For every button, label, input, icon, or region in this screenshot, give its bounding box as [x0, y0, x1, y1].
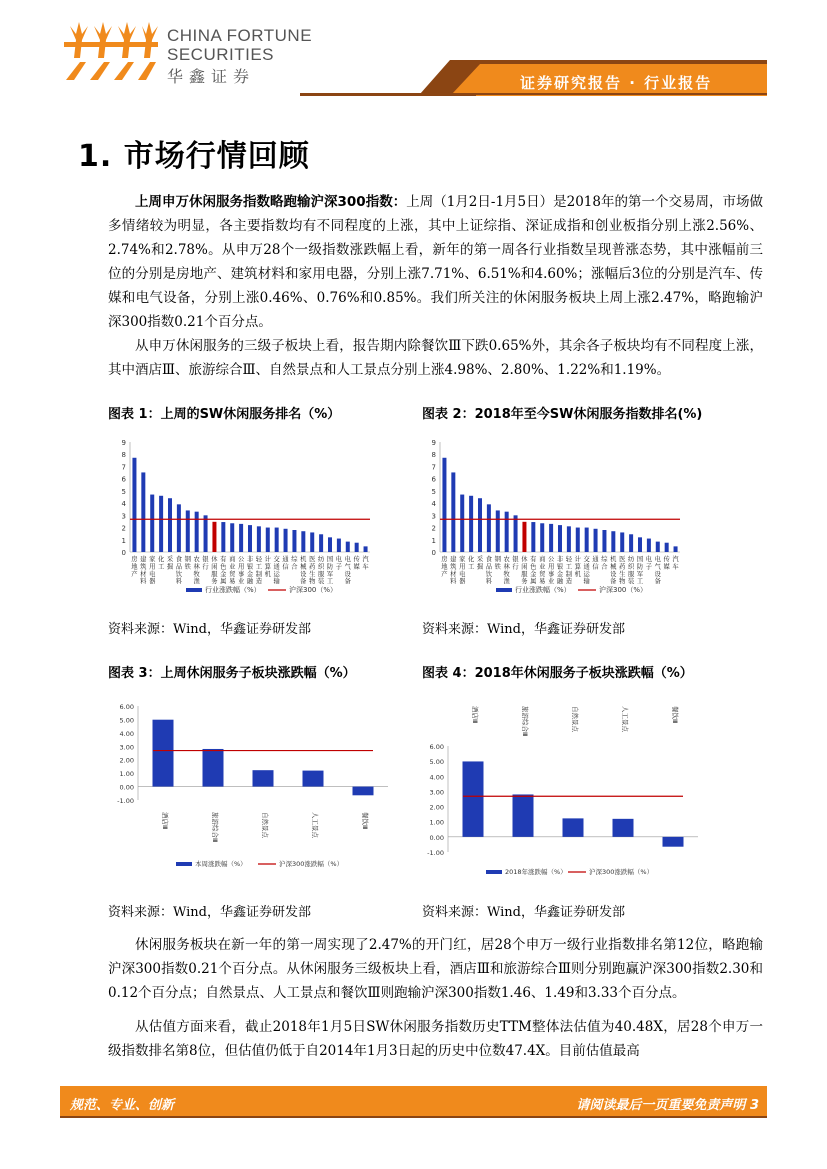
chart-1-xtick: 非银金融 [246, 556, 254, 586]
chart-2-bar [487, 504, 491, 552]
chart-2-xtick: 轻工制造 [565, 556, 573, 586]
chart-1-ytick: 7 [121, 463, 126, 472]
chart-2-xtick: 建筑材料 [450, 556, 457, 586]
chart-2-bar [540, 523, 544, 552]
chart-1-ytick: 1 [121, 536, 126, 545]
chart-2-bar [576, 528, 580, 552]
chart-4-ytick: 2.00 [429, 803, 444, 812]
paragraph-1-lead: 上周申万休闲服务指数略跑输沪深300指数： [135, 194, 407, 210]
chart-3-source: 资料来源：Wind，华鑫证券研发部 [108, 905, 311, 920]
chart-1-source: 资料来源：Wind，华鑫证券研发部 [108, 622, 311, 637]
chart-2-bar [549, 524, 553, 552]
section-title: 市场行情回顾 [123, 139, 310, 174]
chart-2-bar [629, 534, 633, 552]
chart-1-xtick: 交通运输 [273, 556, 280, 586]
chart-2-xtick: 化工 [467, 556, 475, 571]
chart-1-xtick: 银行 [202, 556, 209, 571]
chart-3-title: 图表 3：上周休闲服务子板块涨跌幅（%） [108, 666, 356, 681]
chart-3-legend-bar-label: 本周涨跌幅（%） [195, 860, 247, 868]
chart-2-ytick: 4 [431, 500, 436, 509]
chart-3-ytick: -1.00 [117, 797, 134, 805]
chart-4-source: 资料来源：Wind，华鑫证券研发部 [422, 905, 625, 920]
chart-2-ytick: 1 [431, 536, 436, 545]
paragraph-3: 休闲服务板块在新一年的第一周实现了2.47%的开门红，居28个申万一级行业指数排名第12位，略跑输沪深300指数0.21个百分点。从休闲服务三级板块上看，酒店Ⅲ和旅游综合Ⅲ则分别跑赢沪深300指数2.30和0.12个百分点；自然景点、人工景点和餐饮Ⅲ则跑输沪深300指数1.46、1.49和3.33个百分点。 [108, 937, 763, 1001]
chart-1-bar [221, 522, 225, 552]
chart-1-title: 图表 1：上周的SW休闲服务排名（%） [108, 407, 341, 422]
chart-1-ytick: 4 [121, 500, 126, 509]
section-number: 1. [78, 139, 113, 174]
chart-2-xtick: 机械设备 [610, 556, 617, 586]
chart-3-bar [253, 770, 274, 786]
chart-2-bar [665, 543, 669, 552]
chart-1-xtick: 有色金属 [220, 556, 227, 586]
chart-2-xtick: 钢铁 [494, 556, 501, 571]
chart-2-xtick: 电气设备 [654, 556, 661, 586]
chart-2-bar [638, 537, 642, 552]
paragraph-2: 从申万休闲服务的三级子板块上看，报告期内除餐饮Ⅲ下跌0.65%外，其余各子板块均有不同程度上涨，其中酒店Ⅲ、旅游综合Ⅲ、自然景点和人工景点分别上涨4.98%、2.80%、1.22%和1.19%。 [108, 338, 763, 378]
chart-4-legend-bar-label: 2018年涨跌幅（%） [505, 868, 567, 876]
chart-2-xtick: 公用事业 [547, 556, 555, 586]
chart-2-xtick: 计算机 [574, 556, 581, 578]
chart-3-bar [353, 787, 374, 796]
chart-1-ytick: 2 [121, 524, 126, 533]
chart-4-bar [563, 818, 584, 836]
chart-3-xtick: 酒店Ⅲ [161, 812, 169, 830]
chart-3-ytick: 2.00 [119, 756, 134, 765]
footer-slogan: 规范、专业、创新 [70, 1098, 175, 1113]
chart-2-ytick: 6 [431, 475, 436, 484]
paragraph-1 [108, 190, 763, 334]
chart-3-bar [153, 720, 174, 787]
chart-1-xtick: 房地产 [131, 556, 138, 578]
chart-4-bar [513, 794, 534, 836]
chart-1-xtick: 家用电器 [149, 556, 156, 586]
chart-2-xtick: 食品饮料 [485, 556, 493, 586]
chart-2-title: 图表 2：2018年至今SW休闲服务指数排名(%) [422, 407, 703, 422]
chart-2-ytick: 8 [431, 451, 436, 460]
chart-3-ytick: 4.00 [119, 729, 134, 738]
chart-2-xtick: 交通运输 [583, 556, 590, 586]
chart-1-xtick: 公用事业 [237, 556, 245, 586]
chart-2-xtick: 采掘 [476, 556, 484, 571]
chart-2-bar [442, 458, 446, 552]
chart-2-xtick: 农林牧渔 [503, 556, 510, 586]
chart-2-ytick: 9 [431, 439, 436, 447]
chart-1-bar [257, 526, 261, 552]
chart-2-bar [558, 525, 562, 552]
chart-1-bar [301, 531, 305, 552]
chart-3-legend-bar-swatch [176, 862, 192, 866]
logo-english-line2: SECURITIES [167, 45, 275, 64]
chart-2-bar [611, 531, 615, 552]
chart-1-bar [230, 523, 234, 552]
chart-1-xtick: 轻工制造 [255, 556, 263, 586]
chart-2-xtick: 国防军工 [636, 556, 644, 586]
chart-2-xtick: 休闲服务 [521, 556, 528, 586]
chart-3-bar [203, 749, 224, 787]
chart-1-xtick: 电气设备 [344, 556, 351, 586]
chart-1-bar [310, 532, 314, 552]
chart-4-bar [613, 819, 634, 837]
chart-1-bar [177, 504, 181, 552]
chart-1-legend-bar-swatch [186, 588, 202, 592]
chart-2-xtick: 商业贸易 [539, 556, 546, 586]
chart-1-bar [248, 525, 252, 552]
chart-1-xtick: 电子 [335, 556, 343, 571]
chart-1-xtick: 通信 [282, 556, 289, 571]
logo-english-line1: CHINA FORTUNE [167, 26, 313, 45]
chart-1-bar [284, 529, 288, 552]
chart-3-xtick: 人工景点 [311, 812, 319, 838]
chart-2-bar [602, 530, 606, 552]
paragraph-4: 从估值方面来看，截止2018年1月5日SW休闲服务指数历史TTM整体法估值为40.48X，居28个申万一级指数排名第8位，但估值仍低于自2014年1月3日起的历史中位数47.4X。目前估值最高 [108, 1019, 763, 1059]
chart-2-xtick: 家用电器 [459, 556, 466, 586]
chart-4-xtick: 餐饮Ⅲ [671, 706, 679, 724]
chart-4-legend-line-label: 沪深300涨跌幅（%） [589, 868, 654, 876]
chart-2-ytick: 3 [431, 512, 436, 521]
chart-1-bar [204, 515, 208, 552]
chart-2-xtick: 纺织服装 [627, 556, 635, 586]
chart-2-bar [505, 512, 509, 552]
chart-2-bar [620, 532, 624, 552]
chart-1-ytick: 5 [121, 487, 126, 496]
chart-2-xtick: 通信 [592, 556, 599, 571]
chart-2-bar [522, 522, 526, 552]
chart-2-xtick: 传媒 [663, 556, 670, 571]
chart-1-xtick: 化工 [157, 556, 165, 571]
chart-1-xtick: 商业贸易 [229, 556, 236, 586]
chart-1-bar [168, 498, 172, 552]
chart-1-bar [292, 530, 296, 552]
chart-3-xtick: 自然景点 [261, 812, 269, 838]
chart-1-xtick: 纺织服装 [317, 556, 325, 586]
chart-1-bar [141, 472, 145, 552]
chart-4-xtick: 自然景点 [571, 706, 579, 732]
chart-2-bar [451, 472, 455, 552]
chart-1-bar [132, 458, 136, 552]
chart-2-ytick: 5 [431, 487, 436, 496]
chart-2-bar [531, 522, 535, 552]
chart-4-xtick: 酒店Ⅲ [471, 706, 479, 724]
chart-2-ytick: 0 [431, 549, 436, 557]
chart-2-ytick: 2 [431, 524, 436, 533]
chart-4-ytick: 0.00 [429, 833, 444, 842]
chart-3-legend-line-label: 沪深300涨跌幅（%） [279, 860, 344, 868]
chart-1-bar [328, 537, 332, 552]
chart-2-bar [567, 526, 571, 552]
chart-2-source: 资料来源：Wind，华鑫证券研发部 [422, 622, 625, 637]
chart-1-xtick: 建筑材料 [140, 556, 147, 586]
chart-1-ytick: 6 [121, 475, 126, 484]
chart-2-legend-bar-swatch [496, 588, 512, 592]
chart-2-bar [460, 495, 464, 552]
chart-4-ytick: 6.00 [429, 743, 444, 751]
chart-2-xtick: 非银金融 [556, 556, 564, 586]
chart-4-ytick: -1.00 [427, 849, 444, 857]
chart-4-legend-bar-swatch [486, 870, 502, 874]
chart-4-xtick: 旅游综合Ⅲ [521, 706, 529, 737]
chart-1-xtick: 汽车 [362, 556, 369, 571]
chart-3 [108, 694, 398, 886]
chart-1-xtick: 休闲服务 [211, 556, 218, 586]
chart-2-bar [594, 529, 598, 552]
chart-1-bar [275, 528, 279, 552]
chart-1-bar [159, 496, 163, 552]
chart-2-xtick: 房地产 [441, 556, 448, 578]
chart-4-bar [463, 761, 484, 836]
chart-1-xtick: 采掘 [166, 556, 174, 571]
company-logo-icon [60, 18, 160, 84]
chart-2-bar [656, 542, 660, 552]
chart-1-bar [346, 542, 350, 552]
chart-2-xtick: 银行 [512, 556, 519, 571]
chart-1-ytick: 9 [121, 439, 126, 447]
chart-3-ytick: 6.00 [119, 703, 134, 711]
chart-2-legend-bar-label: 行业涨跌幅（%） [515, 586, 571, 594]
chart-1-bar [212, 522, 216, 552]
report-type-title: 证券研究报告 · 行业报告 [520, 74, 713, 92]
chart-1-bar [319, 534, 323, 552]
chart-3-xtick: 旅游综合Ⅲ [211, 812, 219, 843]
chart-4-ytick: 3.00 [429, 788, 444, 797]
chart-1-legend-bar-label: 行业涨跌幅（%） [205, 586, 261, 594]
chart-1-ytick: 3 [121, 512, 126, 521]
chart-3-ytick: 3.00 [119, 743, 134, 752]
chart-3-bar [303, 771, 324, 787]
chart-2-legend-line-label: 沪深300（%） [599, 586, 648, 594]
chart-2-bar [496, 510, 500, 552]
chart-2-bar [674, 546, 678, 552]
logo-chinese: 华鑫证券 [167, 67, 256, 86]
chart-1-xtick: 机械设备 [300, 556, 307, 586]
chart-2 [418, 432, 688, 602]
chart-1-ytick: 0 [121, 549, 126, 557]
chart-4-xtick: 人工景点 [621, 706, 629, 732]
chart-1-bar [355, 543, 359, 552]
chart-3-xtick: 餐饮Ⅲ [361, 812, 369, 830]
chart-3-ytick: 0.00 [119, 783, 134, 792]
chart-2-bar [514, 515, 518, 552]
chart-4-title: 图表 4：2018年休闲服务子板块涨跌幅（%） [422, 666, 693, 681]
chart-1-bar [337, 539, 341, 552]
chart-2-bar [469, 496, 473, 552]
chart-1-xtick: 传媒 [353, 556, 360, 571]
chart-1-xtick: 农林牧渔 [193, 556, 200, 586]
chart-4-bar [663, 837, 684, 847]
chart-4-ytick: 5.00 [429, 758, 444, 767]
chart-1 [108, 432, 378, 602]
chart-2-xtick: 有色金属 [530, 556, 537, 586]
chart-2-xtick: 汽车 [672, 556, 679, 571]
chart-2-xtick: 综合 [601, 556, 608, 571]
chart-1-xtick: 计算机 [264, 556, 271, 578]
chart-1-xtick: 食品饮料 [175, 556, 183, 586]
chart-1-bar [195, 512, 199, 552]
chart-2-bar [478, 498, 482, 552]
chart-4-ytick: 4.00 [429, 773, 444, 782]
chart-1-bar [186, 510, 190, 552]
chart-4-ytick: 1.00 [429, 818, 444, 827]
chart-1-bar [150, 495, 154, 552]
chart-1-bar [364, 546, 368, 552]
section-heading [78, 131, 310, 175]
chart-1-xtick: 国防军工 [326, 556, 334, 586]
chart-1-bar [266, 528, 270, 552]
footer-disclaimer: 请阅读最后一页重要免责声明 3 [576, 1098, 759, 1113]
chart-1-xtick: 综合 [291, 556, 298, 571]
chart-2-bar [647, 539, 651, 552]
chart-2-xtick: 电子 [645, 556, 653, 571]
chart-1-legend-line-label: 沪深300（%） [289, 586, 338, 594]
chart-4 [418, 694, 708, 886]
chart-1-xtick: 医药生物 [309, 556, 316, 586]
chart-2-xtick: 医药生物 [619, 556, 626, 586]
chart-2-bar [585, 528, 589, 552]
chart-3-ytick: 1.00 [119, 770, 134, 779]
chart-1-bar [239, 524, 243, 552]
chart-3-ytick: 5.00 [119, 716, 134, 725]
chart-1-ytick: 8 [121, 451, 126, 460]
chart-1-xtick: 钢铁 [184, 556, 191, 571]
paragraph-1-body: 上周（1月2日-1月5日）是2018年的第一个交易周，市场做多情绪较为明显，各主要指数均有不同程度的上涨，其中上证综指、深证成指和创业板指分别上涨2.56%、2.74%和2.78%。从申万28个一级指数涨跌幅上看，新年的第一周各行业指数呈现普涨态势，其中涨幅前三位的分别是房地产、建筑材料和家用电器，分别上涨7.71%、6.51%和4.60%；涨幅后3位的分别是汽车、传媒和电气设备，分别上涨0.46%、0.76%和0.85%。我们所关注的休闲服务板块上周上涨2.47%，略跑输沪深300指数0.21个百分点。 [108, 194, 763, 330]
chart-2-ytick: 7 [431, 463, 436, 472]
